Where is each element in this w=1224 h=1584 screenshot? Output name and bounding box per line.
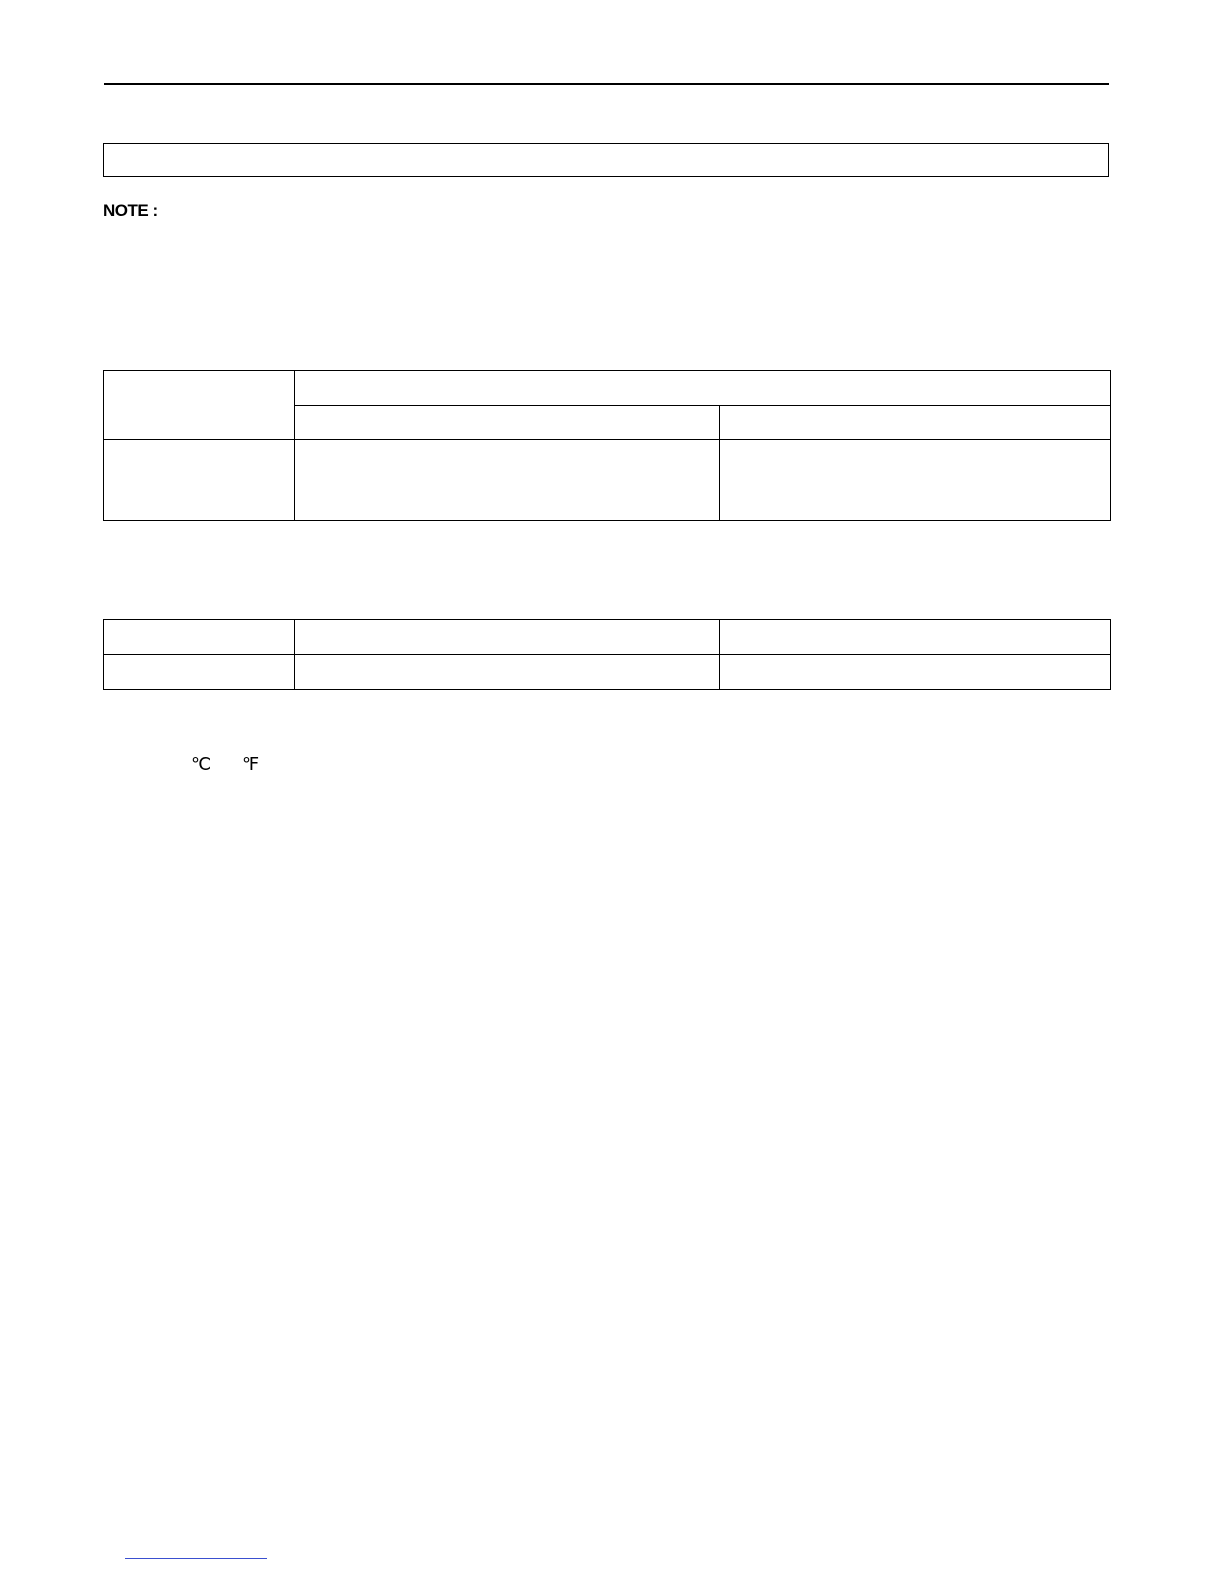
table-cell	[104, 371, 295, 440]
table-cell	[295, 406, 720, 440]
table-cell	[295, 655, 720, 690]
note-label: NOTE :	[103, 201, 158, 220]
table-row	[104, 440, 1111, 521]
header-rule	[104, 83, 1109, 85]
table-cell	[720, 620, 1111, 655]
title-box	[103, 143, 1109, 177]
table-cell	[295, 371, 1111, 406]
fahrenheit-unit: ℉	[242, 754, 260, 774]
table-cell	[720, 440, 1111, 521]
spec-table-2	[103, 619, 1111, 690]
spec-table-1	[103, 370, 1111, 521]
table-cell	[295, 440, 720, 521]
table-row	[104, 620, 1111, 655]
table-row	[104, 655, 1111, 690]
table-cell	[295, 620, 720, 655]
footer-link-underline[interactable]	[125, 1558, 267, 1559]
table-cell	[104, 655, 295, 690]
table-cell	[720, 655, 1111, 690]
table-cell	[720, 406, 1111, 440]
table-cell	[104, 440, 295, 521]
table-row	[104, 371, 1111, 406]
table-cell	[104, 620, 295, 655]
celsius-unit: ℃	[191, 754, 212, 774]
